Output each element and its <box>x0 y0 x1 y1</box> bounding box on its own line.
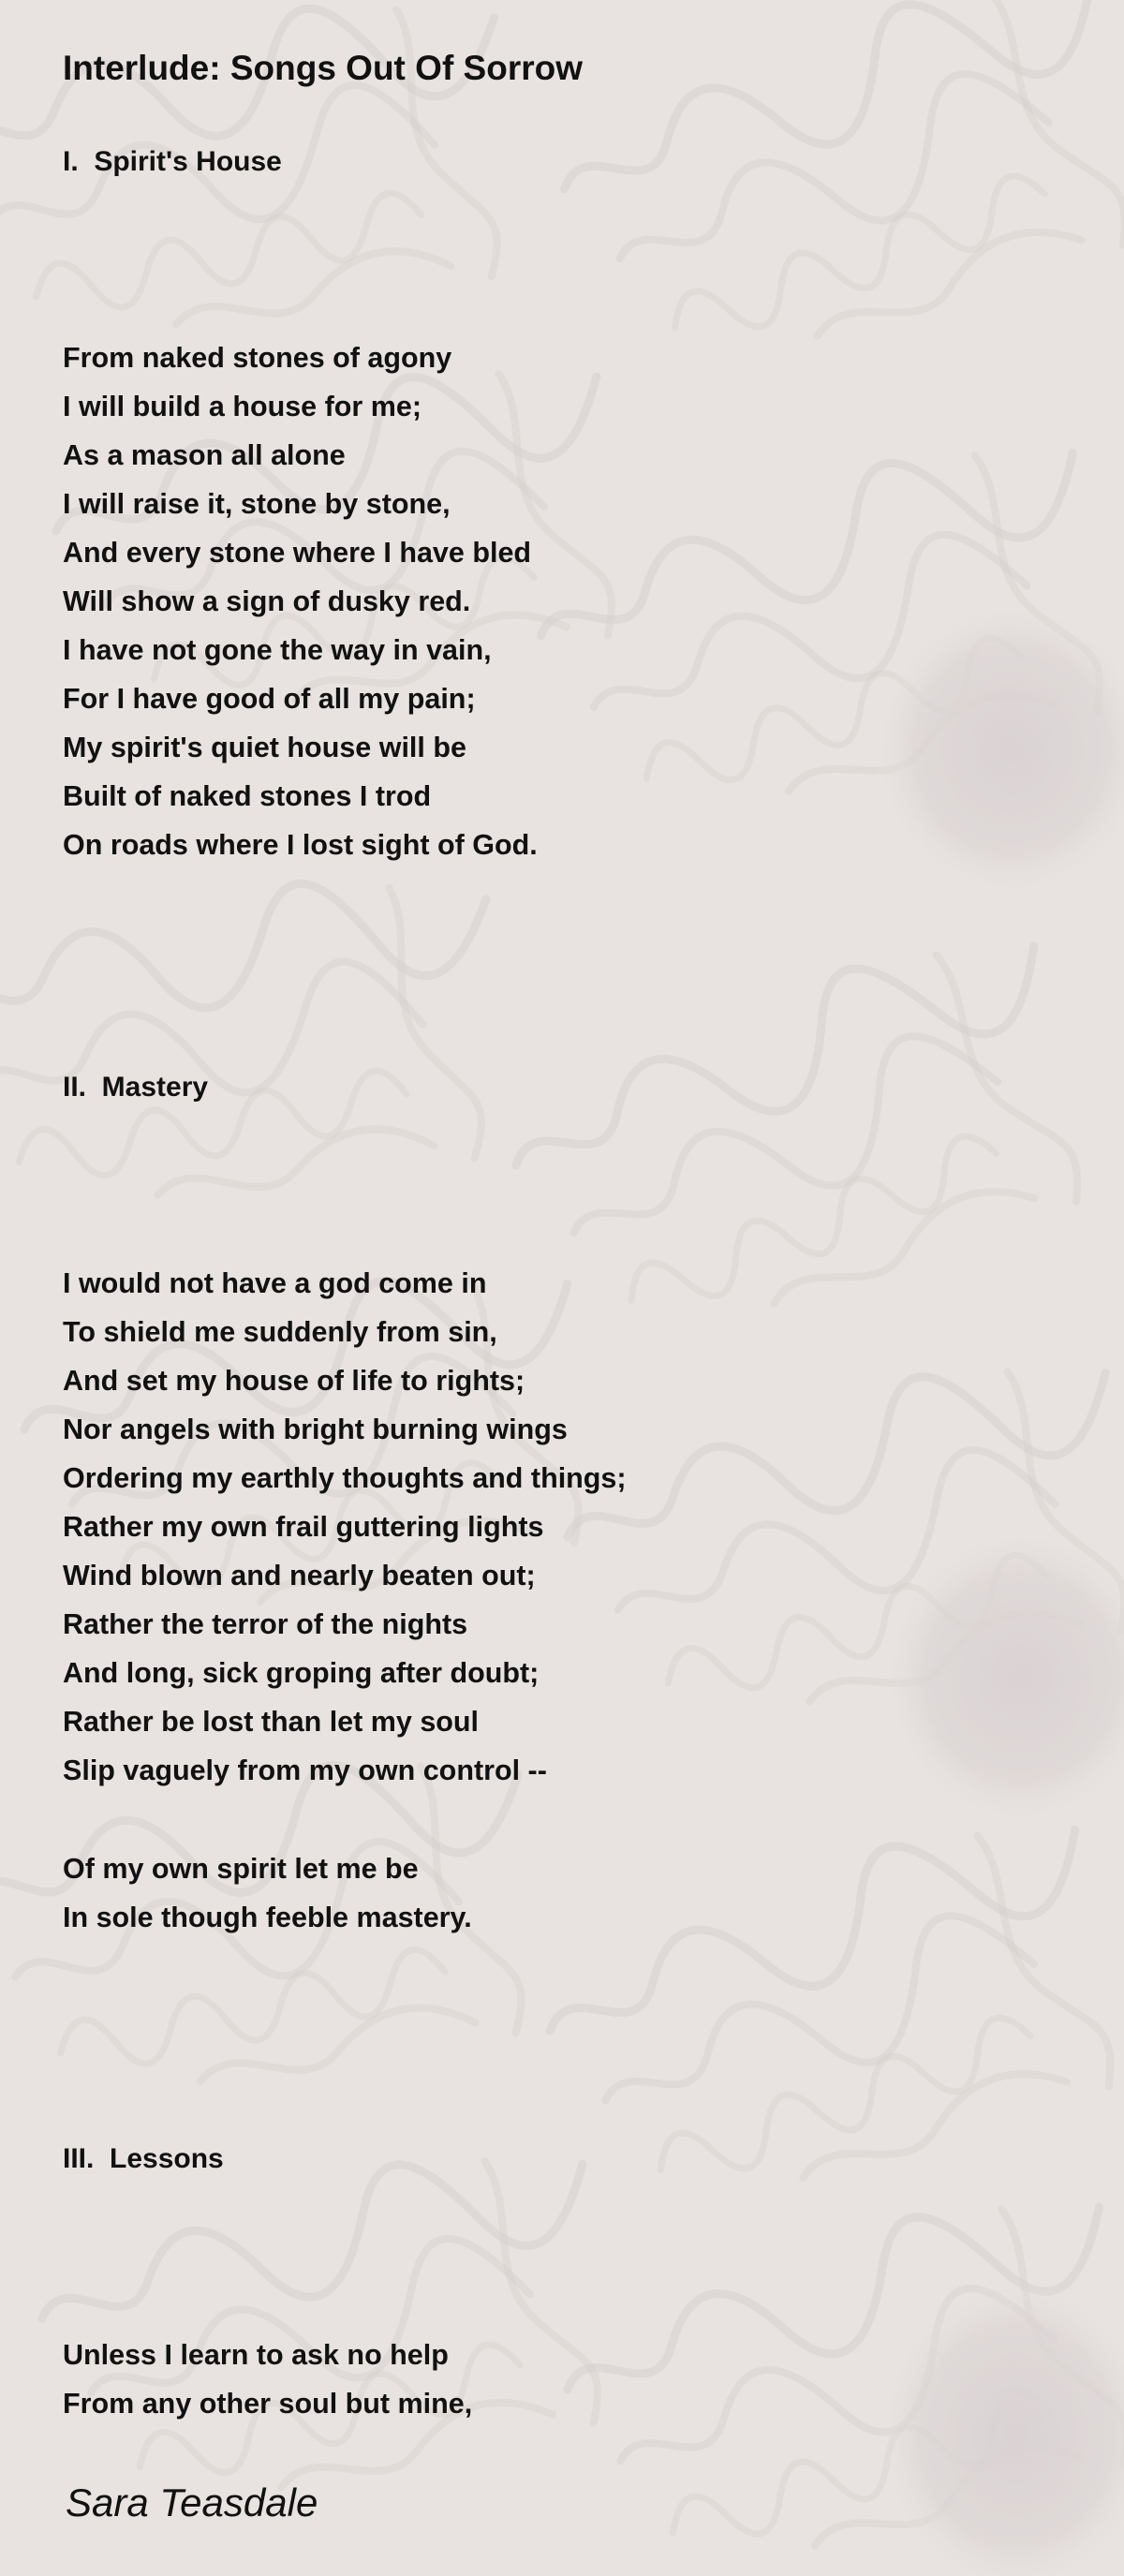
poem-line: As a mason all alone <box>63 439 346 471</box>
poem-line: Of my own spirit let me be <box>63 1853 419 1885</box>
poem-line: For I have good of all my pain; <box>63 683 476 715</box>
poem-line: Built of naked stones I trod <box>63 780 432 812</box>
poem-title: Interlude: Songs Out Of Sorrow <box>63 49 583 87</box>
poem-line: Ordering my earthly thoughts and things; <box>63 1462 627 1494</box>
poem-line: Rather my own frail guttering lights <box>63 1511 544 1543</box>
poem-line: I have not gone the way in vain, <box>63 634 492 666</box>
poem-author: Sara Teasdale <box>66 2480 318 2524</box>
poem-line: Unless I learn to ask no help <box>63 2339 449 2371</box>
poem-line: I will raise it, stone by stone, <box>63 488 451 520</box>
poem-line: Wind blown and nearly beaten out; <box>63 1560 536 1591</box>
stanza-spirits-house <box>63 333 538 869</box>
poem-line: In sole though feeble mastery. <box>63 1902 472 1933</box>
stanza-mastery-2 <box>63 1844 472 1942</box>
poem-line: Nor angels with bright burning wings <box>63 1414 568 1445</box>
poem-line: Rather the terror of the nights <box>63 1608 468 1640</box>
poem-line: On roads where I lost sight of God. <box>63 829 538 861</box>
poem-line: And long, sick groping after doubt; <box>63 1657 540 1689</box>
section-heading-mastery: II. Mastery <box>63 1072 209 1103</box>
poem-line: From any other soul but mine, <box>63 2388 473 2420</box>
poem-line: Slip vaguely from my own control -- <box>63 1754 547 1786</box>
poem-line: Rather be lost than let my soul <box>63 1706 480 1738</box>
poem-line: I will build a house for me; <box>63 391 422 422</box>
stanza-lessons <box>63 2331 472 2428</box>
poem-line: My spirit's quiet house will be <box>63 732 466 763</box>
poem-line: To shield me suddenly from sin, <box>63 1316 497 1348</box>
poem-line: And set my house of life to rights; <box>63 1365 525 1397</box>
section-heading-spirits-house: I. Spirit's House <box>63 146 282 177</box>
poem-line: Will show a sign of dusky red. <box>63 585 471 617</box>
poem-line: I would not have a god come in <box>63 1267 487 1299</box>
poem-line: From naked stones of agony <box>63 342 452 374</box>
poem-line: And every stone where I have bled <box>63 537 532 569</box>
stanza-mastery-1 <box>63 1259 627 1795</box>
section-heading-lessons: III. Lessons <box>63 2143 224 2174</box>
